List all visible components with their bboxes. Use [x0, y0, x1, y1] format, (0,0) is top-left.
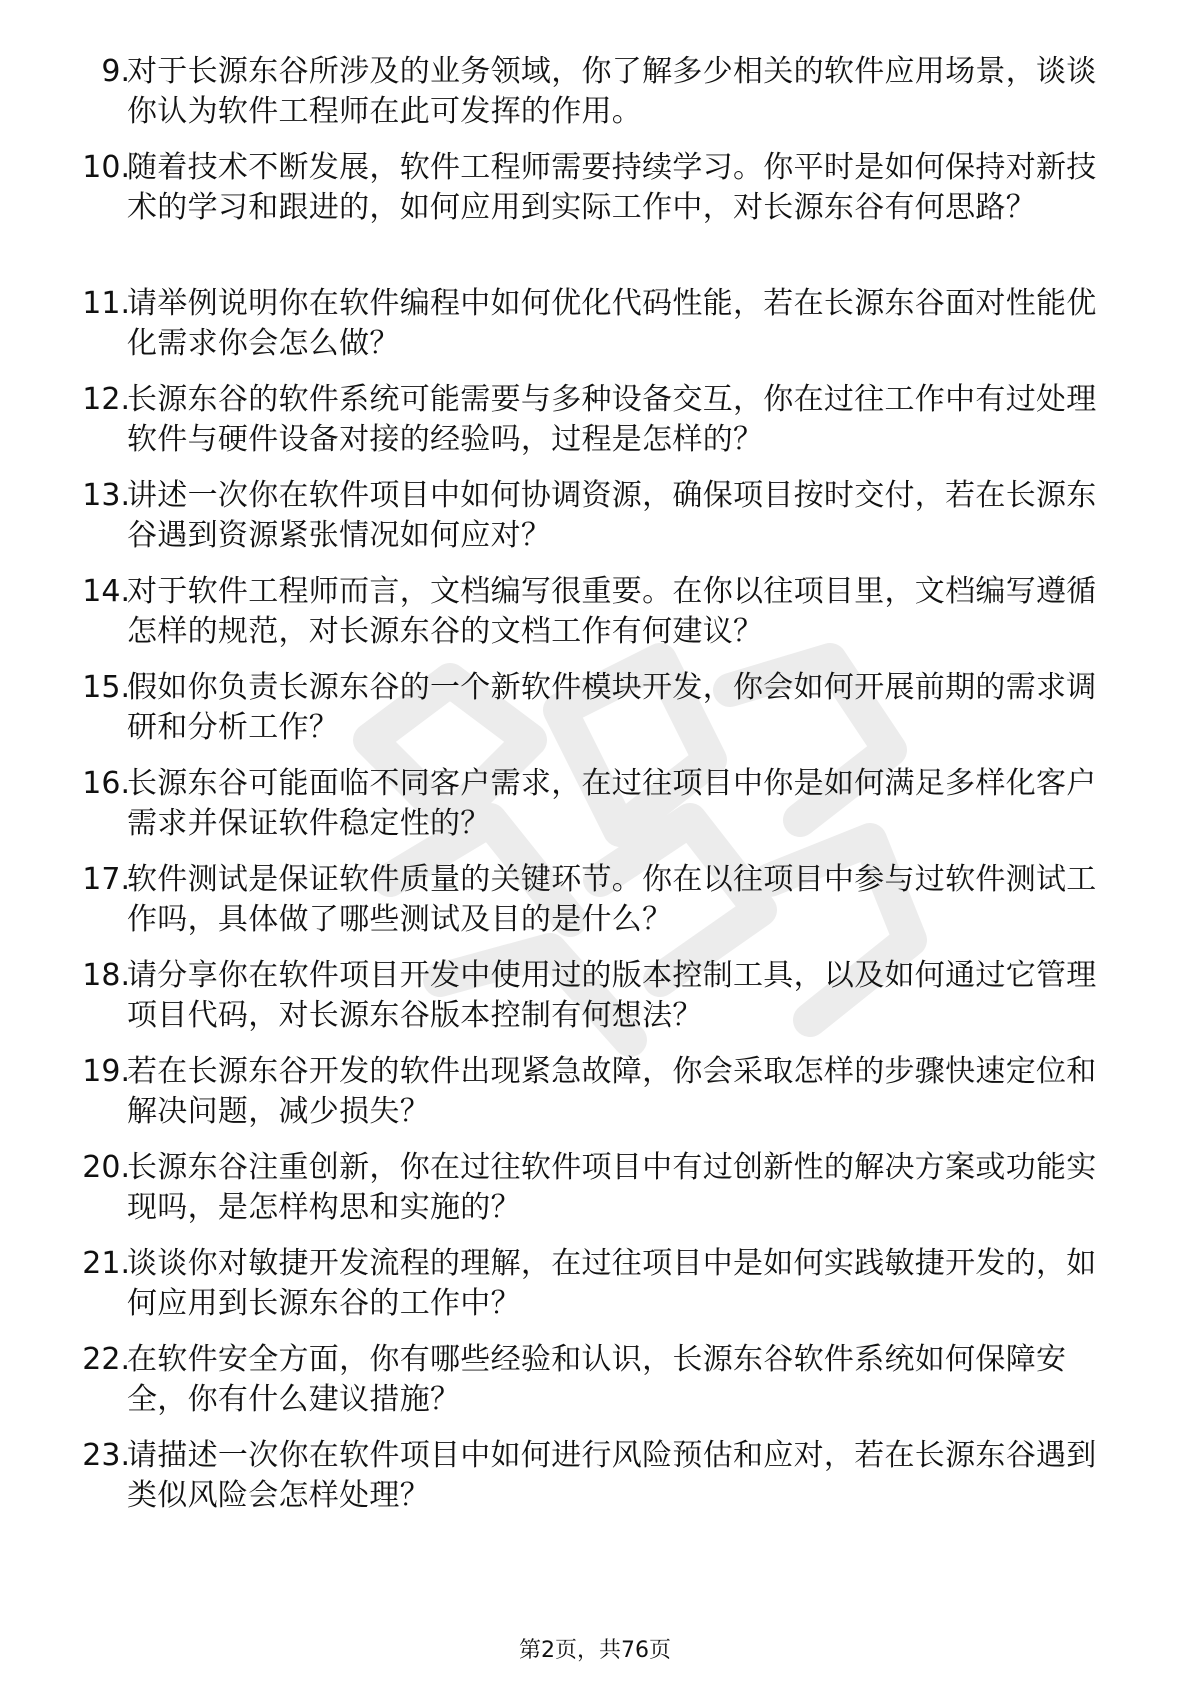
question-item — [0, 572, 1190, 668]
question-number: 15. — [82, 670, 130, 705]
question-number: 19. — [82, 1054, 130, 1089]
question-item — [0, 284, 1190, 380]
question-text: 长源东谷的软件系统可能需要与多种设备交互，你在过往工作中有过处理软件与硬件设备对接的经验吗，过程是怎样的？ — [127, 382, 1097, 457]
question-item — [0, 1244, 1190, 1340]
question-text: 在软件安全方面，你有哪些经验和认识，长源东谷软件系统如何保障安全，你有什么建议措施？ — [127, 1342, 1067, 1417]
question-item — [0, 52, 1190, 148]
question-text: 若在长源东谷开发的软件出现紧急故障，你会采取怎样的步骤快速定位和解决问题，减少损失？ — [127, 1054, 1097, 1129]
question-number: 14. — [82, 574, 130, 609]
question-item — [0, 956, 1190, 1052]
question-number: 23. — [82, 1438, 130, 1473]
page-number-label: 第2页，共76页 — [519, 1638, 671, 1663]
question-item — [0, 860, 1190, 956]
question-text: 对于长源东谷所涉及的业务领域，你了解多少相关的软件应用场景，谈谈你认为软件工程师在此可发挥的作用。 — [127, 54, 1097, 129]
question-item — [0, 476, 1190, 572]
question-number: 12. — [82, 382, 130, 417]
question-text: 讲述一次你在软件项目中如何协调资源，确保项目按时交付，若在长源东谷遇到资源紧张情况如何应对？ — [127, 478, 1097, 553]
question-item — [0, 148, 1190, 284]
question-text: 软件测试是保证软件质量的关键环节。你在以往项目中参与过软件测试工作吗，具体做了哪些测试及目的是什么？ — [127, 862, 1097, 937]
question-item — [0, 764, 1190, 860]
question-text: 谈谈你对敏捷开发流程的理解，在过往项目中是如何实践敏捷开发的，如何应用到长源东谷的工作中？ — [127, 1246, 1097, 1321]
question-text: 请分享你在软件项目开发中使用过的版本控制工具，以及如何通过它管理项目代码，对长源东谷版本控制有何想法？ — [127, 958, 1097, 1033]
page-footer — [0, 1636, 1190, 1666]
question-item — [0, 1148, 1190, 1244]
question-list — [0, 52, 1190, 1532]
question-text: 随着技术不断发展，软件工程师需要持续学习。你平时是如何保持对新技术的学习和跟进的，如何应用到实际工作中，对长源东谷有何思路？ — [127, 150, 1097, 225]
question-number: 17. — [82, 862, 130, 897]
question-text: 请描述一次你在软件项目中如何进行风险预估和应对，若在长源东谷遇到类似风险会怎样处理？ — [127, 1438, 1097, 1513]
question-text: 请举例说明你在软件编程中如何优化代码性能，若在长源东谷面对性能优化需求你会怎么做？ — [127, 286, 1097, 361]
question-number: 21. — [82, 1246, 130, 1281]
question-number: 20. — [82, 1150, 130, 1185]
question-text: 长源东谷注重创新，你在过往软件项目中有过创新性的解决方案或功能实现吗，是怎样构思和实施的？ — [127, 1150, 1097, 1225]
question-number: 10. — [82, 150, 130, 185]
question-text: 假如你负责长源东谷的一个新软件模块开发，你会如何开展前期的需求调研和分析工作？ — [127, 670, 1097, 745]
question-number: 11. — [82, 286, 130, 321]
question-item — [0, 668, 1190, 764]
question-item — [0, 1052, 1190, 1148]
question-number: 9. — [101, 54, 130, 89]
question-number: 18. — [82, 958, 130, 993]
question-item — [0, 1436, 1190, 1532]
question-number: 13. — [82, 478, 130, 513]
question-item — [0, 380, 1190, 476]
question-text: 长源东谷可能面临不同客户需求，在过往项目中你是如何满足多样化客户需求并保证软件稳定性的？ — [127, 766, 1097, 841]
question-number: 16. — [82, 766, 130, 801]
question-item — [0, 1340, 1190, 1436]
question-text: 对于软件工程师而言，文档编写很重要。在你以往项目里，文档编写遵循怎样的规范，对长源东谷的文档工作有何建议？ — [127, 574, 1097, 649]
question-number: 22. — [82, 1342, 130, 1377]
